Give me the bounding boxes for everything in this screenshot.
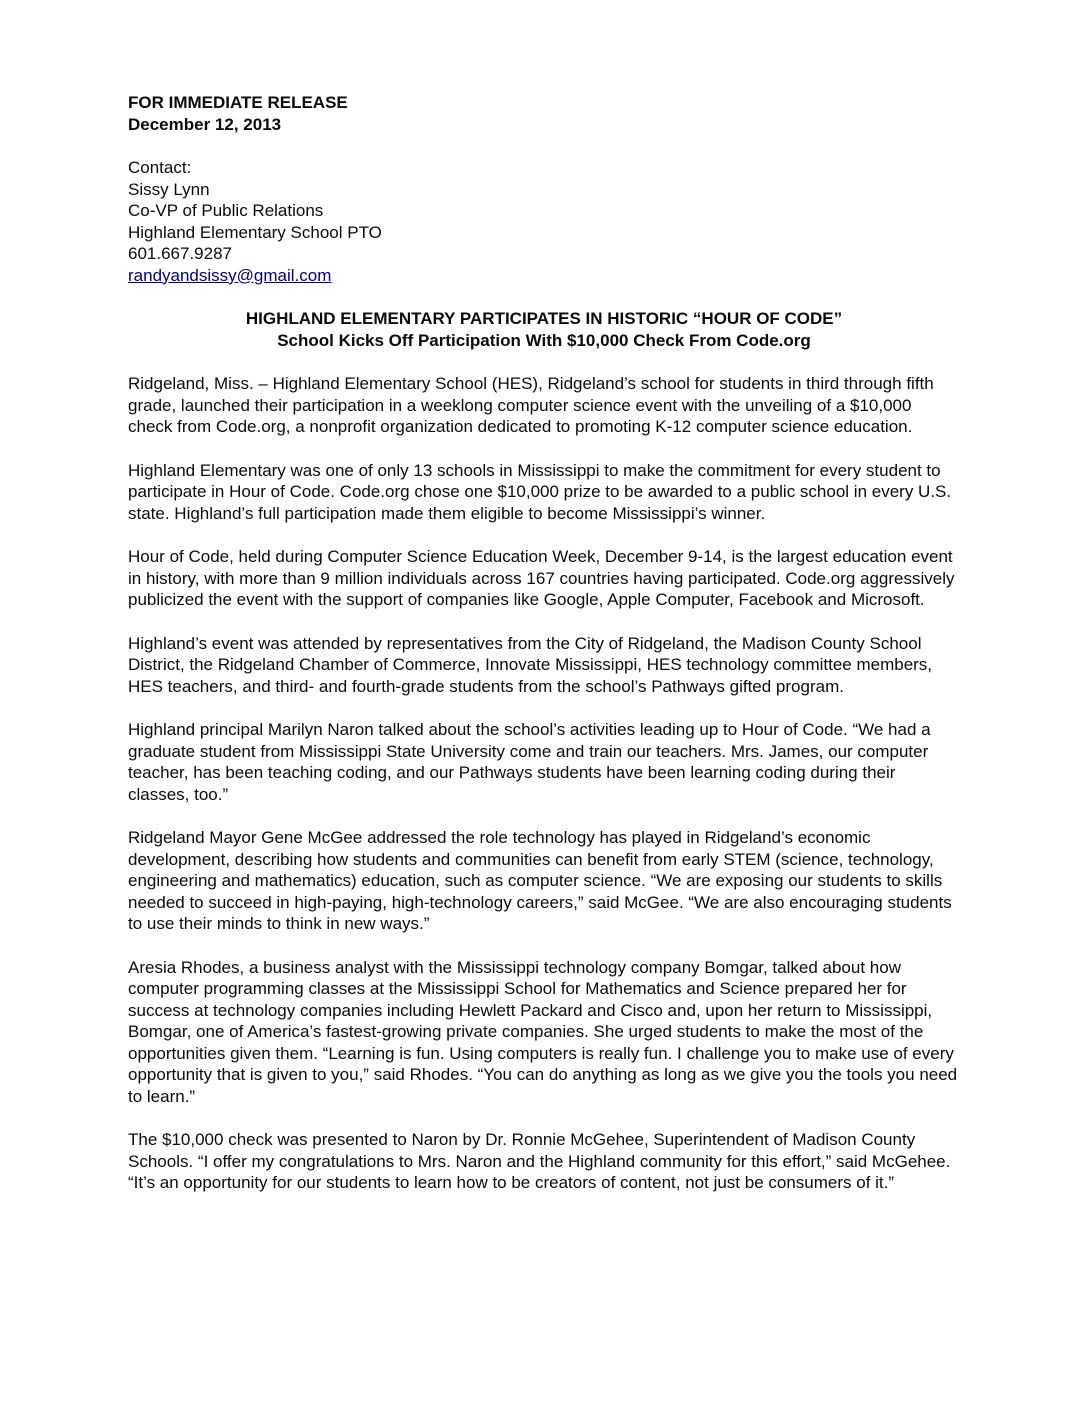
paragraph: Highland principal Marilyn Naron talked about the school’s activities leading up to Hour of Code. “We had a graduate student from Mississippi State University come and train our teachers. Mrs. James, our computer teacher, has been teaching coding, and our Pathways students have been learning coding during their classes, too.”: [128, 720, 931, 804]
release-line: FOR IMMEDIATE RELEASE: [128, 93, 348, 112]
release-date: December 12, 2013: [128, 114, 282, 134]
press-release-document: [128, 92, 960, 1194]
paragraph: The $10,000 check was presented to Naron by Dr. Ronnie McGehee, Superintendent of Madison County Schools. “I offer my congratulations to Mrs. Naron and the Highland community for this effort,” said McGehee. “It’s an opportunity for our students to learn how to be creators of content, not just be consumers of it.”: [128, 1130, 951, 1192]
body-paragraphs: [128, 373, 960, 1194]
contact-organization: Highland Elementary School PTO: [128, 222, 382, 242]
contact-phone: 601.667.9287: [128, 244, 232, 263]
contact-block: [128, 157, 960, 286]
paragraph: Highland Elementary was one of only 13 schools in Mississippi to make the commitment for every student to participate in Hour of Code. Code.org chose one $10,000 prize to be awarded to a public school in every U.S. state. Highland’s full participation made them eligible to become Mississippi’s winner.: [128, 460, 952, 523]
paragraph: Highland’s event was attended by representatives from the City of Ridgeland, the Madison County School District, the Ridgeland Chamber of Commerce, Innovate Mississippi, HES technology committee members, HES teachers, and third- and fourth-grade students from the school’s Pathways gifted program.: [128, 633, 933, 696]
headline-title: HIGHLAND ELEMENTARY PARTICIPATES IN HISTORIC “HOUR OF CODE”: [245, 309, 843, 328]
release-header: [128, 92, 960, 135]
headline-subtitle: School Kicks Off Participation With $10,000 Check From Code.org: [277, 330, 811, 350]
headline-block: [128, 308, 960, 351]
contact-role: Co-VP of Public Relations: [128, 201, 324, 220]
paragraph: Aresia Rhodes, a business analyst with the Mississippi technology company Bomgar, talked about how computer programming classes at the Mississippi School for Mathematics and Science prepared her for success at technology companies including Hewlett Packard and Cisco and, upon her return to Mississippi, Bomgar, one of America’s fastest-growing private companies. She urged students to make the most of the opportunities given them. “Learning is fun. Using computers is really fun. I challenge you to make use of every opportunity that is given to you,” said Rhodes. “You can do anything as long as we give you the tools you need to learn.”: [128, 957, 958, 1106]
paragraph: Ridgeland Mayor Gene McGee addressed the role technology has played in Ridgeland’s economic development, describing how students and communities can benefit from early STEM (science, technology, engineering and mathematics) education, such as computer science. “We are exposing our students to skills needed to succeed in high-paying, high-technology careers,” said McGee. “We are also encouraging students to use their minds to think in new ways.”: [128, 828, 952, 933]
email-link[interactable]: randyandsissy@gmail.com: [128, 265, 332, 285]
paragraph: Ridgeland, Miss. – Highland Elementary School (HES), Ridgeland’s school for students in third through fifth grade, launched their participation in a weeklong computer science event with the unveiling of a $10,000 check from Code.org, a nonprofit organization dedicated to promoting K-12 computer science education.: [128, 374, 934, 436]
paragraph: Hour of Code, held during Computer Science Education Week, December 9-14, is the largest education event in history, with more than 9 million individuals across 167 countries having participated. Code.org aggressively publicized the event with the support of companies like Google, Apple Computer, Facebook and Microsoft.: [128, 547, 955, 609]
contact-label: Contact:: [128, 158, 192, 177]
contact-name: Sissy Lynn: [128, 179, 210, 199]
